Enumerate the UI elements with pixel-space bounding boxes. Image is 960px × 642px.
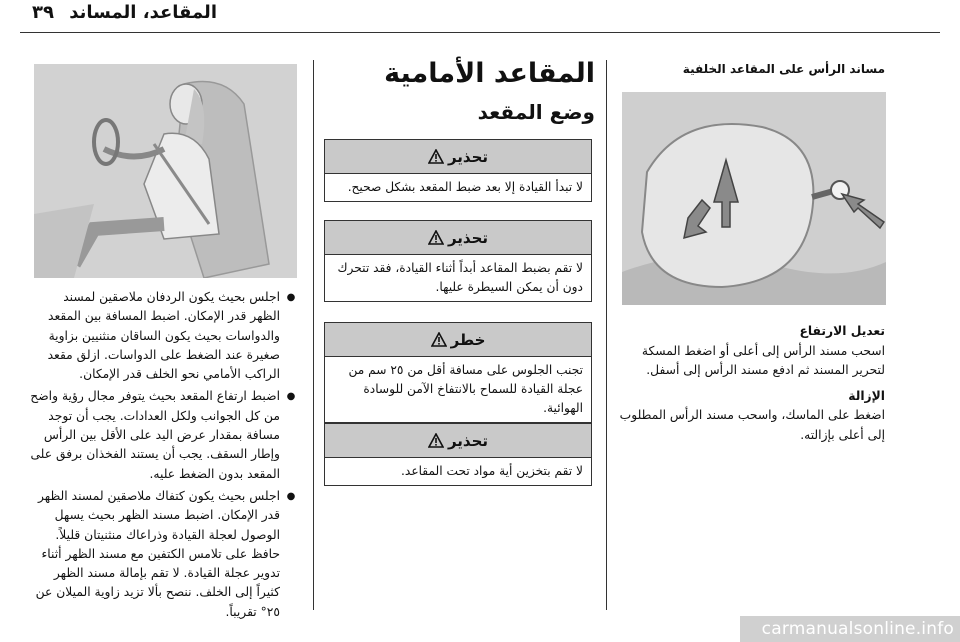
list-item: [30, 288, 298, 384]
list-item: [30, 387, 298, 483]
danger-text: تجنب الجلوس على مسافة أقل من ٢٥ سم من عجلة القيادة للسماح بالانتفاخ الآمن للوسادة الهوائية.: [348, 363, 583, 415]
removal-heading: الإزالة: [848, 388, 885, 403]
list-item: [30, 487, 298, 622]
rear-headrest-text: [619, 322, 885, 445]
warning-text-2: لا تقم بضبط المقاعد أبداً أثناء القيادة، فقد تتحرك دون أن يمكن السيطرة عليها.: [337, 261, 583, 294]
bullet-icon: ●: [286, 490, 296, 502]
seating-guidelines: [30, 288, 298, 625]
bullet-icon: ●: [286, 292, 296, 303]
guideline-text-3: اجلس بحيث يكون كتفاك ملاصقين لمسند الظهر قدر الإمكان. اضبط مسند الظهر بحيث يسهل الوصول لعجلة القيادة وذراعاك منثنيتان قليلاً. حافظ على تلامس الكتفين مع مسند الظهر أثناء تدوير عجلة القيادة. لا تقم بإمالة مسند الظهر كثيراً إلى الخلف. ننصح بألا تزيد زاوية الميلان عن ٢٥° تقريباً.: [35, 488, 280, 619]
warning-triangle-icon: [428, 149, 444, 164]
right-column: [619, 60, 885, 76]
rear-headrest-title: مساند الرأس على المقاعد الخلفية: [682, 62, 885, 76]
warning-label-1: تحذير: [447, 147, 489, 166]
warning-text-3: لا تقم بتخزين أية مواد تحت المقاعد.: [401, 464, 583, 478]
warning-box-3: [324, 423, 592, 486]
warning-label-3: تحذير: [447, 431, 489, 450]
headrest-drawing: [622, 92, 886, 305]
warning-text-1: لا تبدأ القيادة إلا بعد ضبط المقعد بشكل صحيح.: [347, 180, 583, 194]
warning-triangle-icon: [428, 433, 444, 448]
warning-label-2: تحذير: [447, 228, 489, 247]
guideline-text-2: اضبط ارتفاع المقعد بحيث يتوفر مجال رؤية واضح من كل الجوانب ولكل العدادات. يجب أن توجد مسافة بمقدار عرض اليد على الأقل بين الرأس وإطار السقف. يجب أن يستند الفخذان برفق على المقعد بدون الضغط عليه.: [30, 389, 280, 481]
warning-heading-3: [325, 424, 591, 458]
height-adjust-paragraph: اسحب مسند الرأس إلى أعلى أو اضغط المسكة لتحرير المسند ثم ادفع مسند الرأس إلى أسفل.: [641, 343, 885, 377]
header-divider: [20, 32, 940, 33]
warning-triangle-icon: [431, 332, 447, 347]
page-number: ٣٩: [32, 2, 54, 23]
column-divider-right: [606, 60, 607, 610]
headrest-illustration: [622, 92, 886, 305]
front-seats-title: المقاعد الأمامية: [384, 58, 595, 89]
section-title: المقاعد، المساند: [69, 2, 217, 23]
column-divider-left: [313, 60, 314, 610]
warning-box-2: [324, 220, 592, 302]
height-adjust-heading: تعديل الارتفاع: [799, 324, 885, 338]
driver-seating-illustration: [34, 64, 297, 278]
guideline-text-1: اجلس بحيث يكون الردفان ملاصقين لمسند الظهر قدر الإمكان. اضبط المسافة بين المقعد والدواسات بحيث يكون الساقان منثنيين بزاوية صغيرة عند الضغط على الدواسات. ازلق مقعد الراكب الأمامي نحو الخلف قدر الإمكان.: [47, 290, 280, 382]
warning-heading-2: [325, 221, 591, 255]
driver-drawing: [34, 64, 297, 278]
danger-label: خطر: [450, 330, 486, 349]
seat-position-subtitle: وضع المقعد: [477, 100, 595, 124]
warning-box-1: [324, 139, 592, 202]
removal-paragraph: اضغط على الماسك، واسحب مسند الرأس المطلوب إلى أعلى بإزالته.: [619, 408, 885, 442]
danger-box: [324, 322, 592, 423]
watermark: carmanualsonline.info: [740, 616, 960, 642]
danger-heading: [325, 323, 591, 357]
warning-triangle-icon: [428, 230, 444, 245]
warning-heading-1: [325, 140, 591, 174]
bullet-icon: ●: [286, 391, 296, 403]
